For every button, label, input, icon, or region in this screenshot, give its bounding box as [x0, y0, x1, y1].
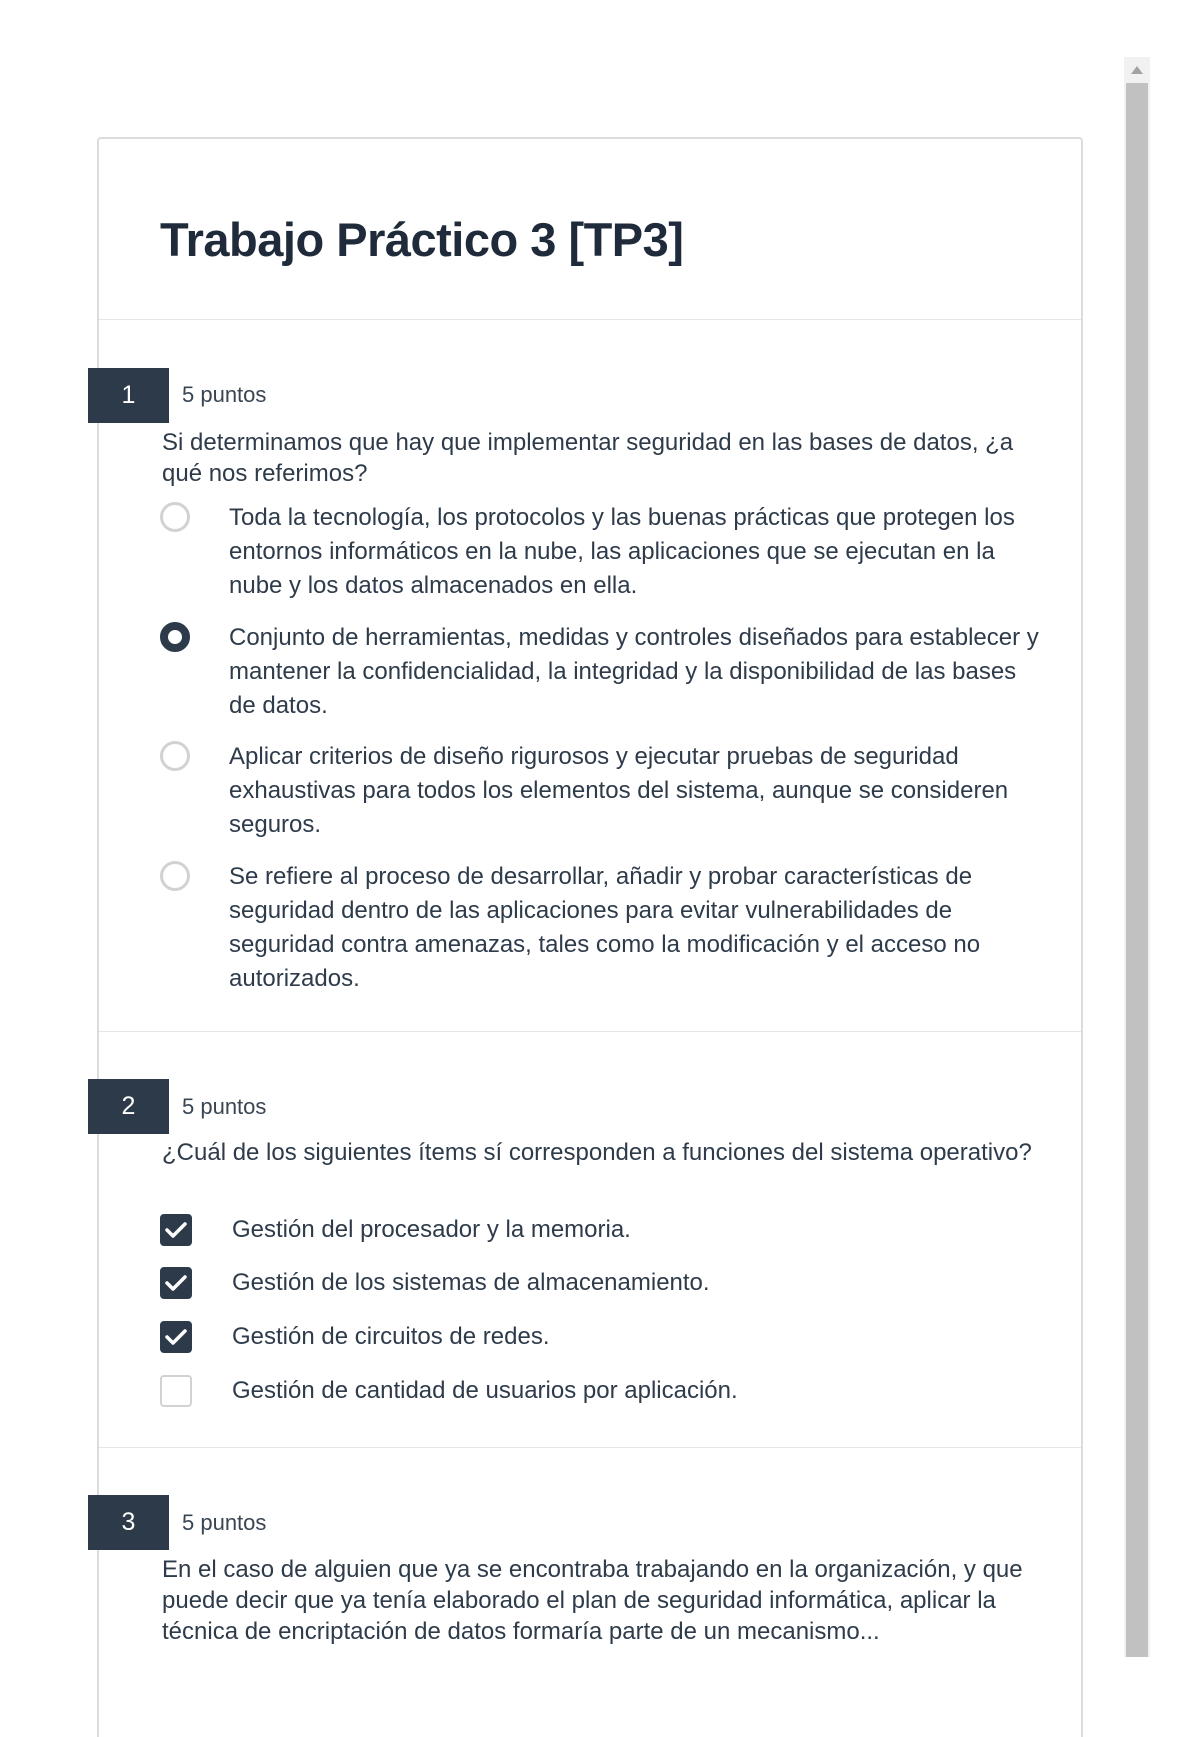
radio-button-selected-icon[interactable]: [160, 622, 190, 652]
option-label: Gestión de cantidad de usuarios por aplicación.: [232, 1377, 738, 1404]
checkbox-unchecked[interactable]: [160, 1375, 192, 1407]
question-points: 5 puntos: [182, 1094, 267, 1119]
checkbox-option[interactable]: [160, 1375, 1040, 1407]
radio-option[interactable]: [160, 740, 1040, 842]
radio-option[interactable]: [160, 501, 1040, 603]
checkmark-icon: [165, 1328, 187, 1346]
question-points: 5 puntos: [182, 382, 267, 407]
checkbox-checked[interactable]: [160, 1214, 192, 1246]
question-points: 5 puntos: [182, 1510, 267, 1535]
checkmark-icon: [165, 1274, 187, 1292]
option-label: Gestión de los sistemas de almacenamiento.: [232, 1269, 710, 1296]
checkbox-checked[interactable]: [160, 1267, 192, 1299]
question-divider: [99, 1447, 1081, 1448]
triangle-up-icon: [1131, 66, 1143, 74]
question-number-badge: 3: [88, 1495, 169, 1550]
option-label: Conjunto de herramientas, medidas y controles diseñados para establecer y mantener la confidencialidad, la integridad y la disponibilidad de las bases de datos.: [229, 624, 1039, 719]
checkbox-checked[interactable]: [160, 1321, 192, 1353]
checkbox-option[interactable]: [160, 1214, 1040, 1246]
radio-option[interactable]: [160, 621, 1040, 723]
radio-button-unselected-icon[interactable]: [160, 502, 190, 532]
scroll-up-button[interactable]: [1124, 57, 1150, 83]
checkbox-option[interactable]: [160, 1267, 1040, 1299]
checkmark-icon: [165, 1221, 187, 1239]
form-title: Trabajo Práctico 3 [TP3]: [160, 213, 684, 266]
title-divider: [99, 319, 1081, 320]
scrollbar-thumb[interactable]: [1126, 83, 1148, 1657]
radio-option[interactable]: [160, 860, 1040, 996]
option-label: Gestión de circuitos de redes.: [232, 1323, 550, 1350]
option-label: Se refiere al proceso de desarrollar, añadir y probar características de seguridad dentro de las aplicaciones para evitar vulnerabilidades de seguridad contra amenazas, tales como la modificación y el acceso no autorizados.: [229, 863, 981, 992]
option-label: Toda la tecnología, los protocolos y las buenas prácticas que protegen los entornos informáticos en la nube, las aplicaciones que se ejecutan en la nube y los datos almacenados en ella.: [229, 504, 1015, 599]
question-text: ¿Cuál de los siguientes ítems sí corresponden a funciones del sistema operativo?: [162, 1139, 1032, 1166]
option-label: Aplicar criterios de diseño rigurosos y ejecutar pruebas de seguridad exhaustivas para todos los elementos del sistema, aunque se consideren seguros.: [229, 743, 1009, 838]
vertical-scrollbar[interactable]: [1124, 57, 1150, 1657]
question-number-badge: 2: [88, 1079, 169, 1134]
question-text: Si determinamos que hay que implementar seguridad en las bases de datos, ¿a qué nos referimos?: [162, 429, 1014, 487]
question-text: En el caso de alguien que ya se encontraba trabajando en la organización, y que puede decir que ya tenía elaborado el plan de seguridad informática, aplicar la técnica de encriptación de datos formaría parte de un mecanismo...: [162, 1556, 1023, 1645]
option-label: Gestión del procesador y la memoria.: [232, 1216, 631, 1243]
question-divider: [99, 1031, 1081, 1032]
checkbox-option[interactable]: [160, 1321, 1040, 1353]
radio-button-unselected-icon[interactable]: [160, 741, 190, 771]
radio-button-unselected-icon[interactable]: [160, 861, 190, 891]
question-number-badge: 1: [88, 368, 169, 423]
